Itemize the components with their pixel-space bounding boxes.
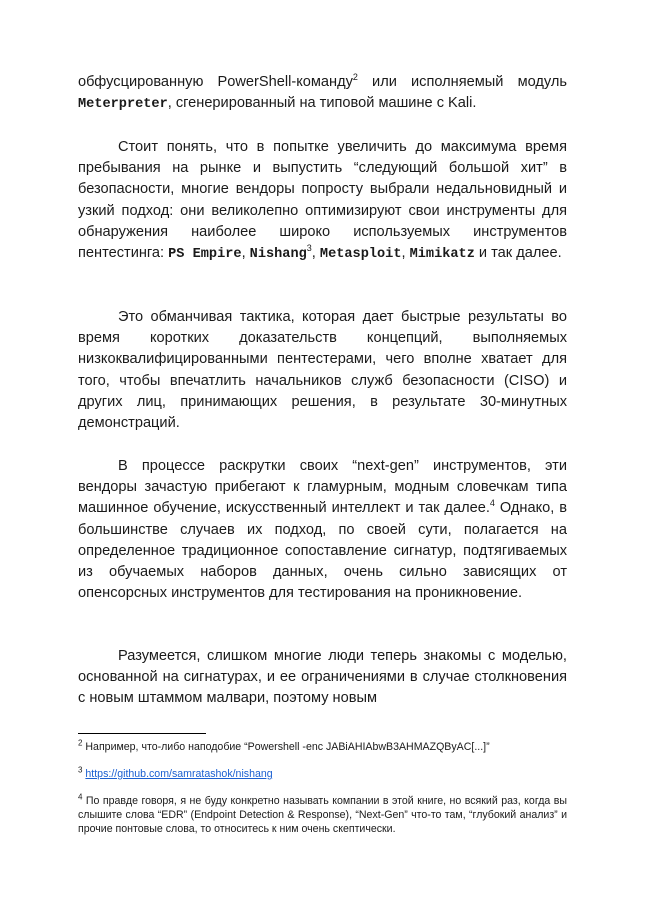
footnote-number: 4 (78, 792, 83, 802)
text-run: обфусцированную PowerShell-команду (78, 74, 353, 90)
code-mimikatz: Mimikatz (409, 247, 475, 263)
footnote-4 (78, 794, 567, 836)
paragraph-3 (78, 307, 567, 434)
text-run: В процессе раскрутки своих “next-gen” инструментов, эти вендоры зачастую прибегают к гламурным, модным словечкам типа машинное обучение, искусственный интеллект и так далее. (78, 458, 567, 517)
footnote-text: По правде говоря, я не буду конкретно называть компании в этой книге, но всякий раз, когда вы слышите слова “EDR” (Endpoint Detection & Response), “Next-Gen” что-то там, “глубокий анализ” и прочие понтовые слова, то относитесь к ним очень скептически. (78, 795, 567, 835)
text-run: Стоит понять, что в попытке увеличить до максимума время пребывания на рынке и выпустить “следующий большой хит” в безопасности, многие вендоры попросту выбрали недальновидный и узкий подход: они великолепно оптимизируют свои инструменты для обнаружения наиболее широко используемых инструментов пентестинга: (78, 139, 567, 262)
paragraph-2 (78, 137, 567, 265)
footnote-text: Например, что-либо наподобие “Powershell -enc JABiAHIAbwB3AHMAZQByAC[...]” (82, 741, 490, 753)
paragraph-3-text: Это обманчивая тактика, которая дает быстрые результаты во время коротких доказательств концепций, выполняемых низкоквалифицированными пентестерами, чего вполне хватает для того, чтобы впечатлить начальников служб безопасности (CISO) и других лиц, принимающих решения, в результате 30-минутных демонстраций. (78, 309, 567, 432)
separator: , (311, 245, 320, 262)
nishang-link[interactable]: https://github.com/samratashok/nishang (85, 768, 273, 780)
paragraph-5 (78, 646, 567, 710)
paragraph-4 (78, 456, 567, 604)
footnote-2 (78, 740, 567, 754)
code-nishang: Nishang (249, 247, 307, 263)
footnote-number: 3 (78, 765, 83, 775)
separator: , (401, 245, 410, 262)
code-metasploit: Metasploit (319, 247, 402, 263)
footnote-3 (78, 767, 567, 781)
text-run: или исполняемый модуль (357, 74, 568, 90)
footnote-number: 2 (78, 738, 83, 748)
text-run: Однако, в большинстве случаев их подход, по своей сути, полагается на определенное традиционное сопоставление сигнатур, подтягиваемых из обучаемых наборов данных, очень сильно зависящих от опенсорсных инструментов для тестирования на проникновение. (78, 500, 567, 602)
footnote-separator (78, 733, 206, 734)
text-run: и так далее. (474, 245, 562, 262)
footnote-ref-4[interactable]: 4 (489, 498, 495, 509)
code-meterpreter: Meterpreter (78, 97, 168, 113)
code-ps-empire: PS Empire (168, 247, 242, 263)
footnote-ref-3[interactable]: 3 (306, 243, 312, 254)
paragraph-1 (78, 72, 567, 115)
footnote-ref-2[interactable]: 2 (352, 72, 358, 83)
text-run: , сгенерированный на типовой машине с Kali. (167, 95, 477, 112)
separator: , (241, 245, 250, 262)
paragraph-5-text: Разумеется, слишком многие люди теперь знакомы с моделью, основанной на сигнатурах, и ее ограничениями в случае столкновения с новым штаммом малвари, поэтому новым (78, 648, 567, 707)
